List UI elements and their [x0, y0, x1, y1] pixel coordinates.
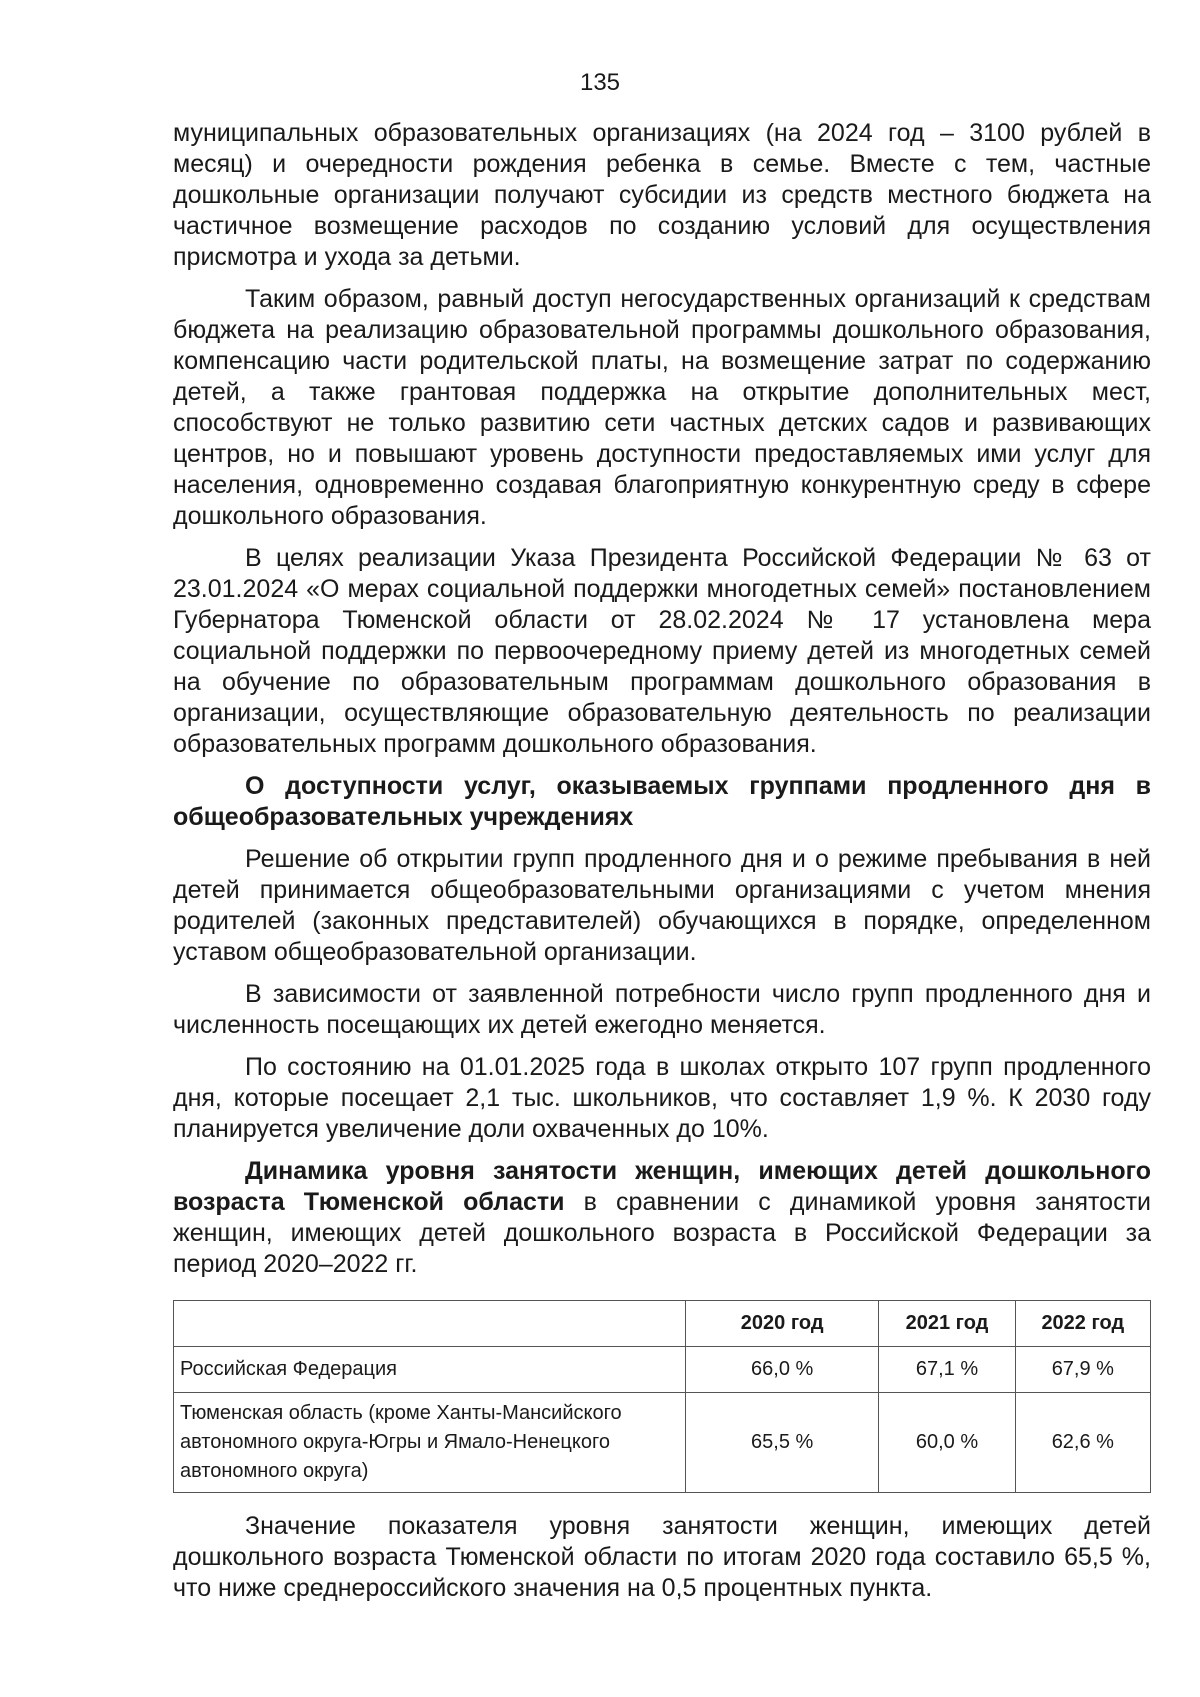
table-cell: 66,0 %	[686, 1347, 879, 1393]
paragraph: В целях реализации Указа Президента Российской Федерации № 63 от 23.01.2024 «О мерах социальной поддержки многодетных семей» постановлением Губернатора Тюменской области от 28.02.2024 № 17 установлена мера социальной поддержки по первоочередному приему детей из многодетных семей на обучение по образовательным программам дошкольного образования в организации, осуществляющие образовательную деятельность по реализации образовательных программ дошкольного образования.	[173, 544, 1151, 758]
table-header-cell	[174, 1301, 686, 1347]
table-row	[174, 1393, 1151, 1493]
paragraph: Значение показателя уровня занятости женщин, имеющих детей дошкольного возраста Тюменской области по итогам 2020 года составило 65,5 %, что ниже среднероссийского значения на 0,5 процентных пункта.	[173, 1512, 1151, 1602]
table-caption-bold: Динамика уровня занятости женщин, имеющих детей дошкольного возраста Тюменской области	[173, 1157, 1151, 1216]
table-cell: 67,9 %	[1015, 1347, 1150, 1393]
table-header-cell: 2021 год	[879, 1301, 1015, 1347]
table-header-row	[174, 1301, 1151, 1347]
table-row-label: Тюменская область (кроме Ханты-Мансийского автономного округа-Югры и Ямало-Ненецкого автономного округа)	[174, 1393, 686, 1493]
page-number: 135	[579, 69, 621, 96]
table-header-cell: 2020 год	[686, 1301, 879, 1347]
table-row-label: Российская Федерация	[174, 1347, 686, 1393]
table-caption-rest: в сравнении с динамикой уровня занятости женщин, имеющих детей дошкольного возраста в Российской Федерации за период 2020–2022 гг.	[173, 1188, 1152, 1278]
table-cell: 65,5 %	[686, 1393, 879, 1493]
employment-table	[173, 1300, 1151, 1493]
table-header-cell: 2022 год	[1015, 1301, 1150, 1347]
page-content	[173, 118, 1151, 1604]
table-cell: 67,1 %	[879, 1347, 1015, 1393]
table-cell: 60,0 %	[879, 1393, 1015, 1493]
table-caption	[173, 1156, 1151, 1280]
paragraph: По состоянию на 01.01.2025 года в школах открыто 107 групп продленного дня, которые посещает 2,1 тыс. школьников, что составляет 1,9 %. К 2030 году планируется увеличение доли охваченных до 10%.	[173, 1053, 1151, 1143]
paragraph: В зависимости от заявленной потребности число групп продленного дня и численность посещающих их детей ежегодно меняется.	[173, 980, 1151, 1039]
section-heading: О доступности услуг, оказываемых группами продленного дня в общеобразовательных учреждениях	[173, 772, 1151, 831]
paragraph: муниципальных образовательных организациях (на 2024 год – 3100 рублей в месяц) и очередности рождения ребенка в семье. Вместе с тем, частные дошкольные организации получают субсидии из средств местного бюджета на частичное возмещение расходов по созданию условий для осуществления присмотра и ухода за детьми.	[173, 119, 1151, 271]
paragraph: Решение об открытии групп продленного дня и о режиме пребывания в ней детей принимается общеобразовательными организациями с учетом мнения родителей (законных представителей) обучающихся в порядке, определенном уставом общеобразовательной организации.	[173, 845, 1151, 966]
table-cell: 62,6 %	[1015, 1393, 1150, 1493]
table-row	[174, 1347, 1151, 1393]
paragraph: Таким образом, равный доступ негосударственных организаций к средствам бюджета на реализацию образовательной программы дошкольного образования, компенсацию части родительской платы, на возмещение затрат по содержанию детей, а также грантовая поддержка на открытие дополнительных мест, способствуют не только развитию сети частных детских садов и развивающих центров, но и повышают уровень доступности предоставляемых ими услуг для населения, одновременно создавая благоприятную конкурентную среду в сфере дошкольного образования.	[173, 285, 1151, 530]
